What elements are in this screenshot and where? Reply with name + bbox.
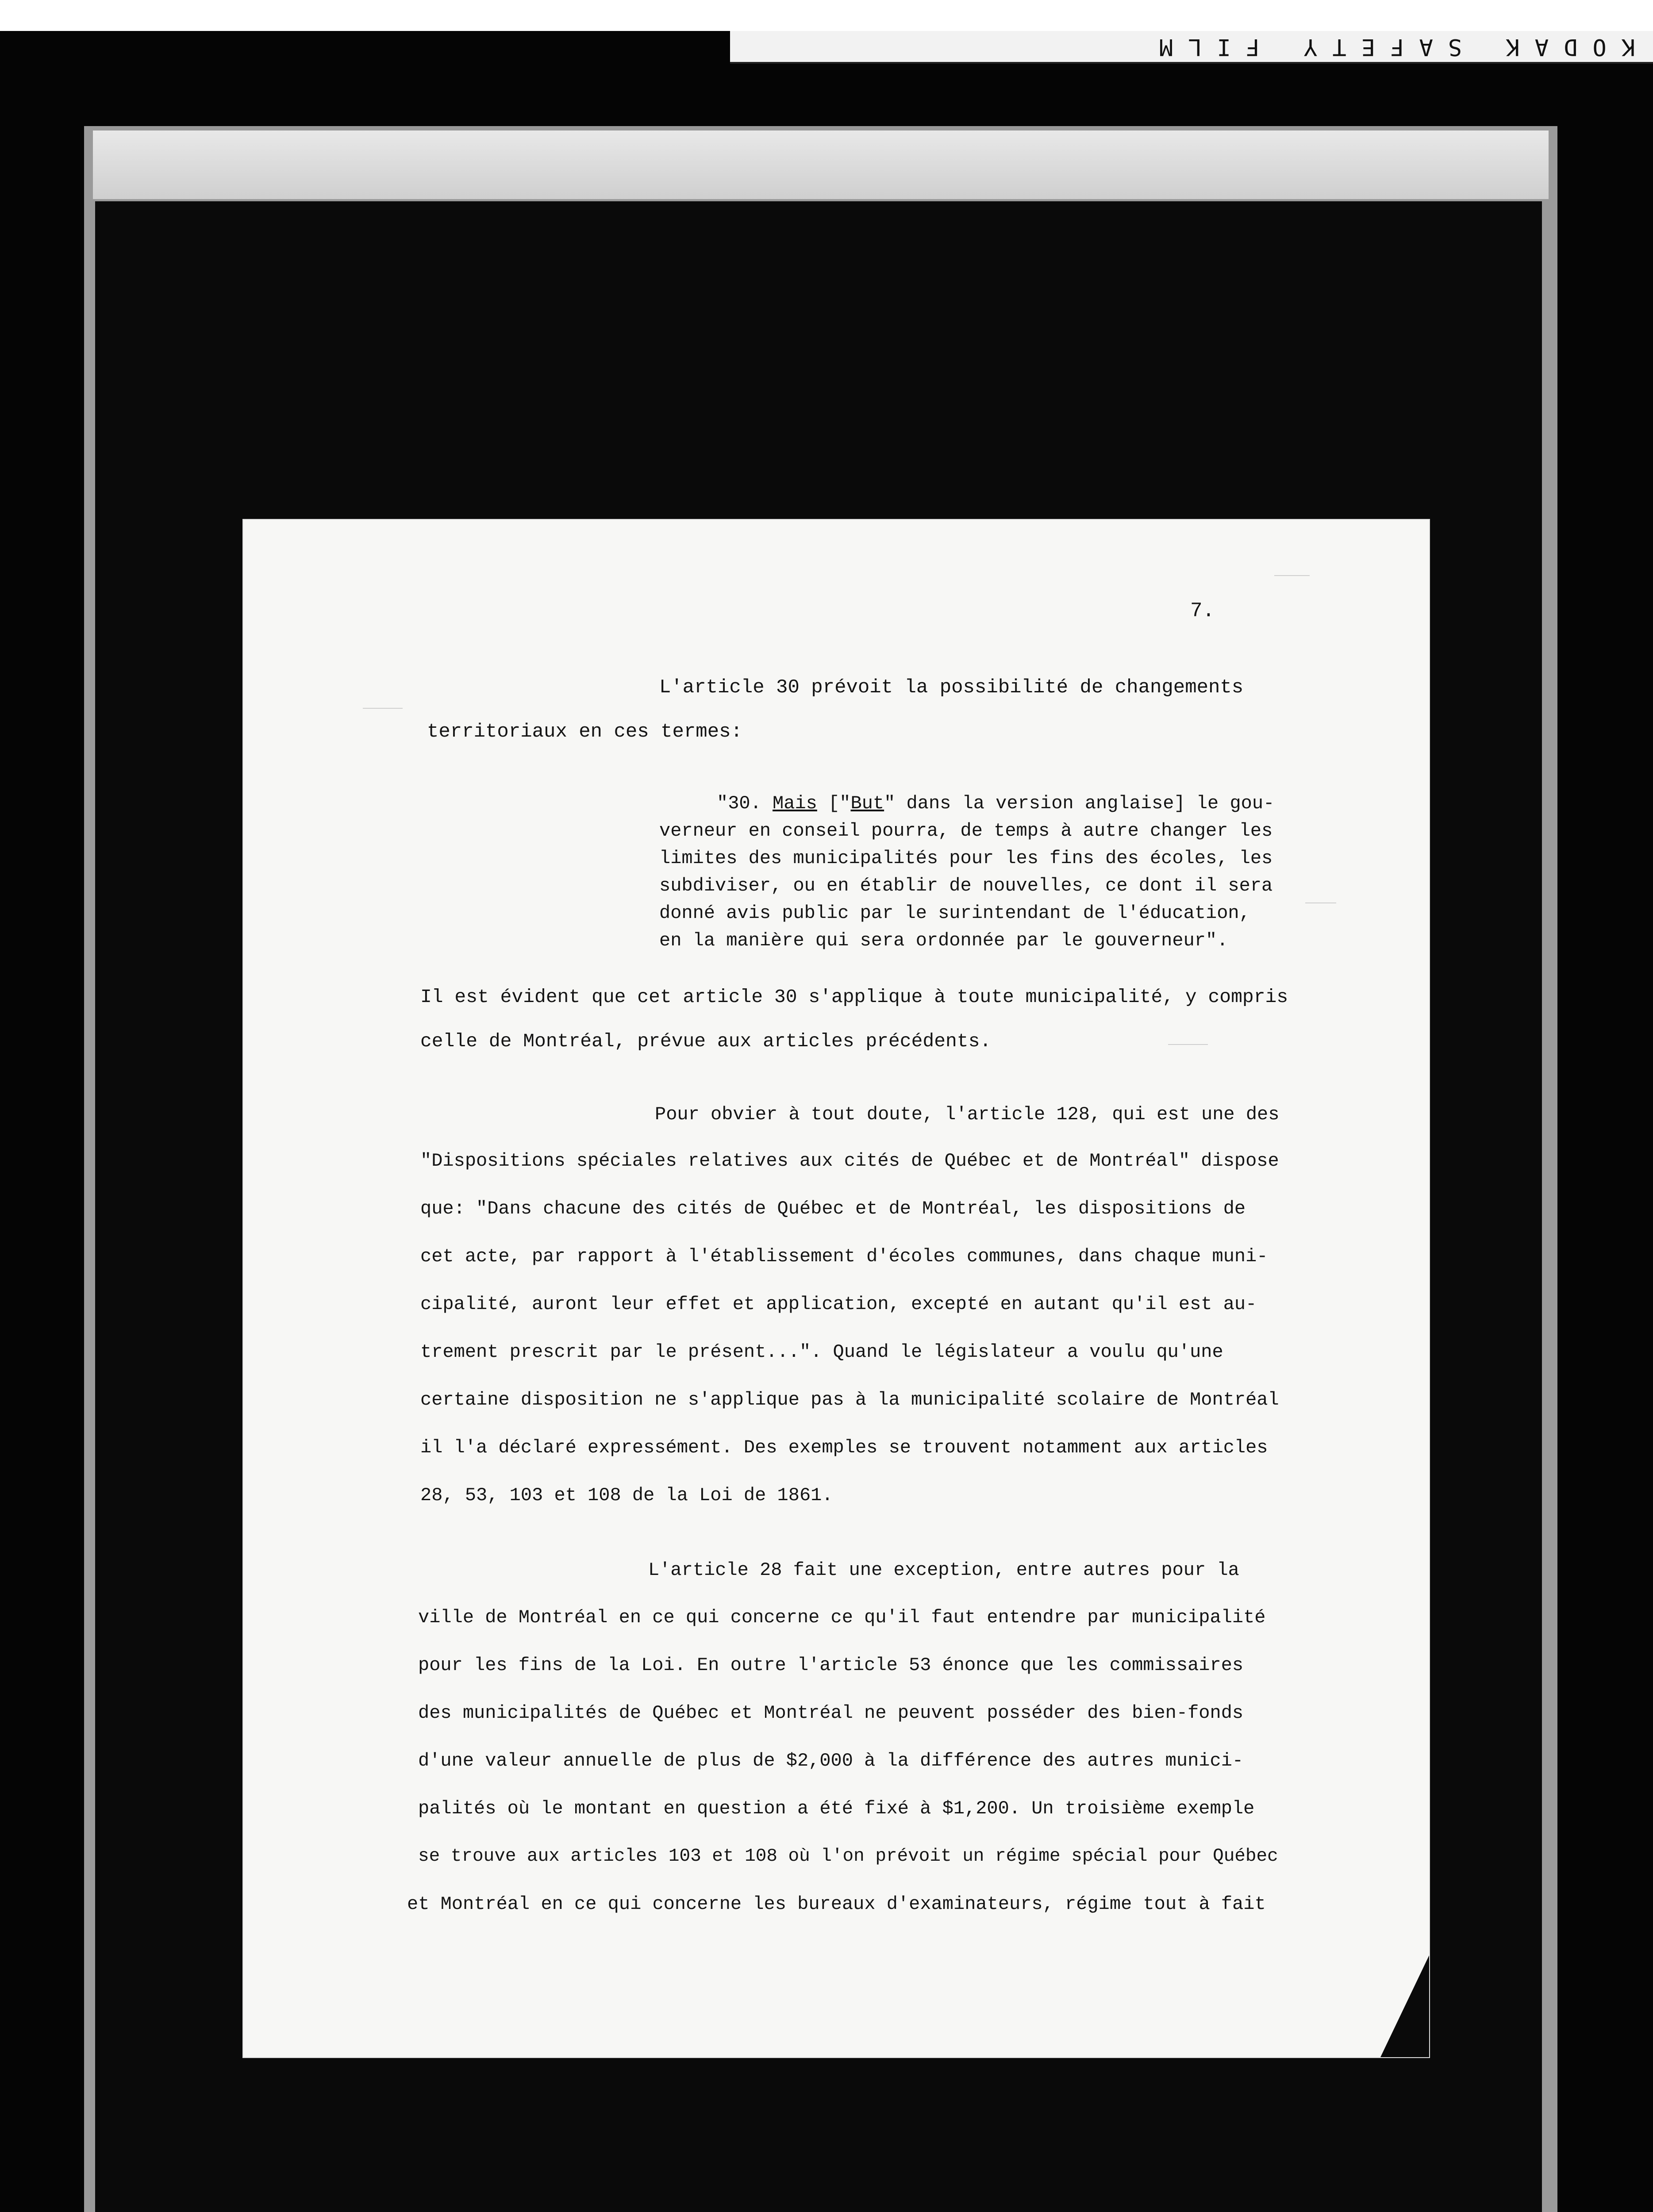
quote-line: verneur en conseil pourra, de temps à autre changer les — [659, 820, 1273, 841]
paragraph-line: Pour obvier à tout doute, l'article 128, qui est une des — [655, 1104, 1280, 1125]
page-number: 7. — [1190, 599, 1215, 622]
paragraph-line: territoriaux en ces termes: — [427, 721, 742, 743]
paragraph-line: trement prescrit par le présent...". Quand le législateur a voulu qu'une — [420, 1341, 1223, 1363]
quote-line: limites des municipalités pour les fins des écoles, les — [659, 848, 1273, 869]
paragraph-line: cipalité, auront leur effet et application, excepté en autant qu'il est au- — [420, 1294, 1257, 1315]
quote-line: en la manière qui sera ordonnée par le gouverneur". — [659, 930, 1228, 951]
film-edge-text: KODAK SAFETY FILM — [1144, 34, 1635, 60]
film-scratch — [1274, 575, 1310, 576]
paragraph-line: 28, 53, 103 et 108 de la Loi de 1861. — [420, 1485, 833, 1506]
paragraph-line: il l'a déclaré expressément. Des exemples se trouvent notamment aux articles — [420, 1437, 1268, 1458]
paragraph-line: Il est évident que cet article 30 s'applique à toute municipalité, y compris — [420, 986, 1288, 1008]
paragraph-line: palités où le montant en question a été fixé à $1,200. Un troisième exemple — [418, 1798, 1255, 1819]
film-scratch — [1305, 902, 1336, 903]
paragraph-line: L'article 28 fait une exception, entre autres pour la — [648, 1559, 1239, 1581]
quote-first-line-rest: " dans la version anglaise] le gou- — [884, 793, 1275, 814]
paragraph-line: d'une valeur annuelle de plus de $2,000 à la différence des autres munici- — [418, 1750, 1244, 1771]
paragraph-line: que: "Dans chacune des cités de Québec et de Montréal, les dispositions de — [420, 1198, 1246, 1219]
paragraph-line: cet acte, par rapport à l'établissement d'écoles communes, dans chaque muni- — [420, 1246, 1268, 1267]
quote-bracket-open: [" — [828, 793, 851, 814]
quote-underlined-word: Mais — [773, 793, 817, 814]
paragraph-line: "Dispositions spéciales relatives aux cités de Québec et de Montréal" dispose — [420, 1150, 1279, 1171]
paragraph-line: ville de Montréal en ce qui concerne ce qu'il faut entendre par municipalité — [418, 1607, 1266, 1628]
mount-card-top-band — [93, 131, 1549, 199]
paragraph-line: certaine disposition ne s'applique pas à la municipalité scolaire de Montréal — [420, 1389, 1279, 1410]
page-corner-fold — [1380, 1955, 1429, 2057]
paragraph-line: celle de Montréal, prévue aux articles précédents. — [420, 1030, 992, 1052]
quote-line: donné avis public par le surintendant de l'éducation, — [659, 902, 1250, 924]
paragraph-line: L'article 30 prévoit la possibilité de changements — [659, 676, 1244, 699]
paragraph-line: pour les fins de la Loi. En outre l'article 53 énonce que les commissaires — [418, 1655, 1244, 1676]
film-scratch — [1168, 1044, 1208, 1045]
quote-number: "30. — [717, 793, 761, 814]
paragraph-line: et Montréal en ce qui concerne les bureaux d'examinateurs, régime tout à fait — [407, 1893, 1266, 1915]
film-scratch — [363, 708, 403, 709]
quote-line-first — [717, 790, 1274, 817]
paragraph-line: des municipalités de Québec et Montréal ne peuvent posséder des bien-fonds — [418, 1702, 1244, 1724]
quote-line: subdiviser, ou en établir de nouvelles, ce dont il sera — [659, 875, 1273, 896]
paragraph-line: se trouve aux articles 103 et 108 où l'on prévoit un régime spécial pour Québec — [418, 1846, 1278, 1866]
quote-english-word: But — [850, 793, 884, 814]
